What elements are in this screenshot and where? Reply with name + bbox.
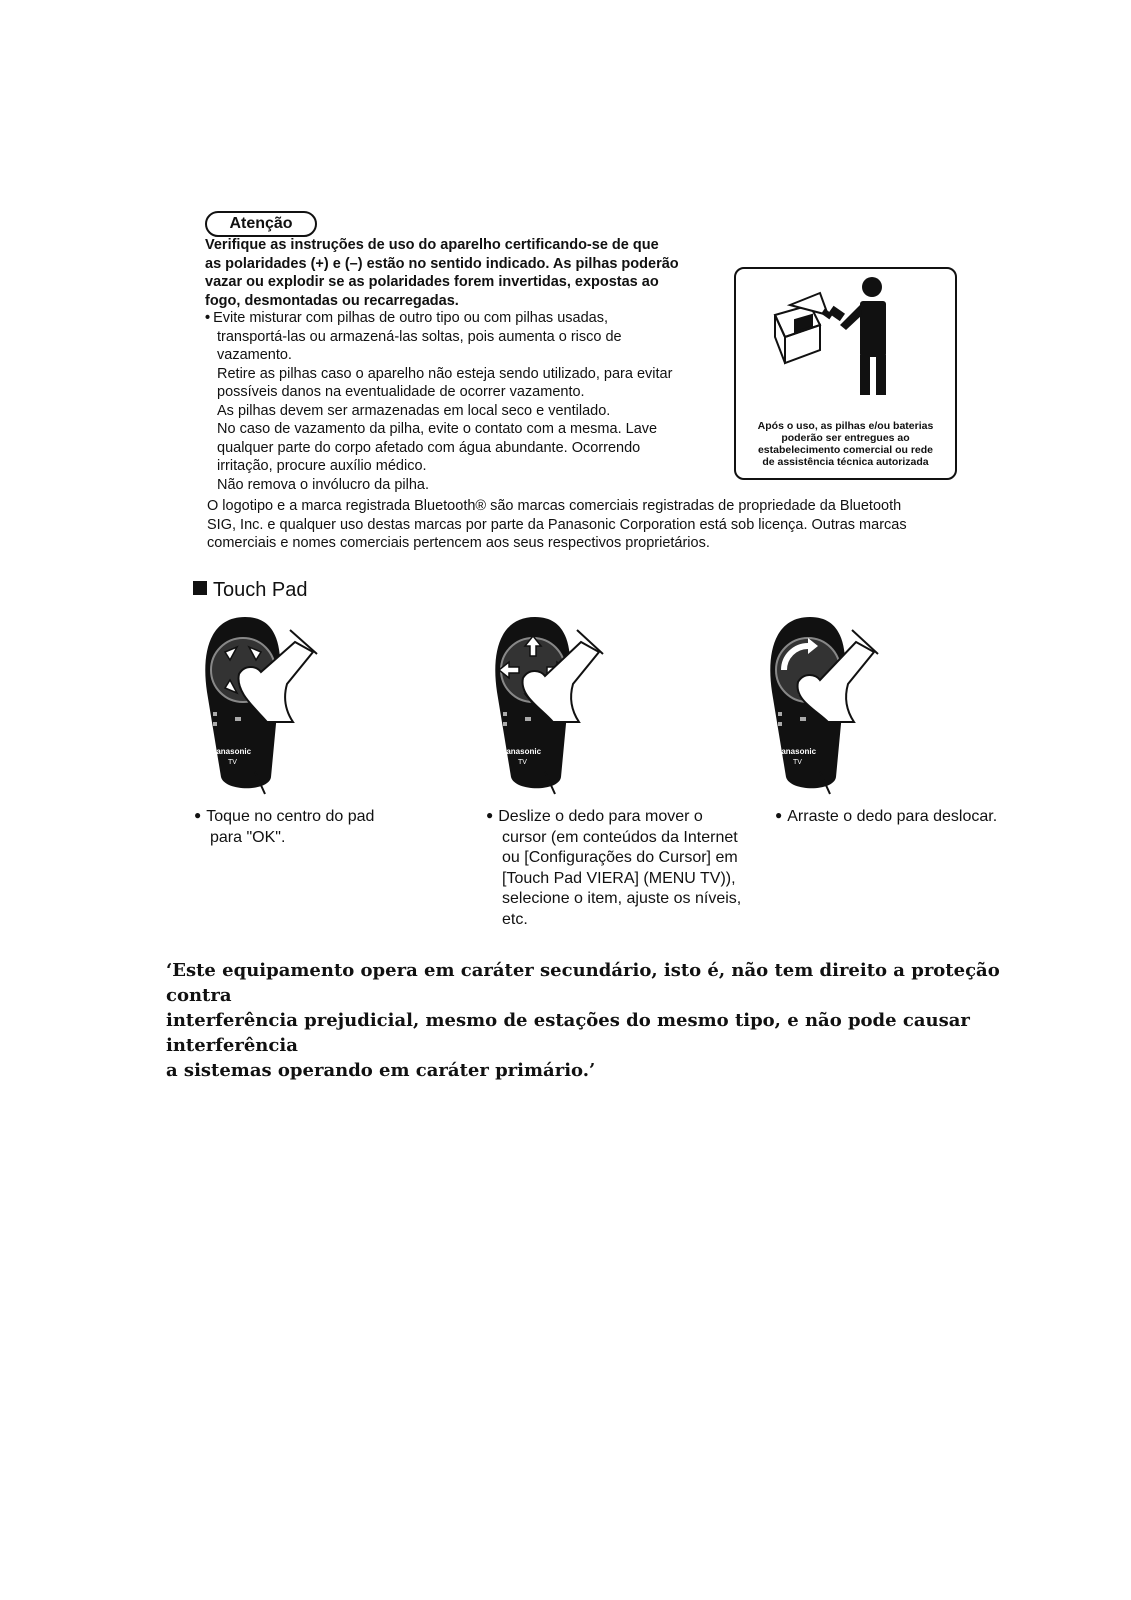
touch-pad-heading-text: Touch Pad [213, 579, 308, 601]
remote-brand-label: Panasonic [776, 747, 817, 756]
warning-body-line: As pilhas devem ser armazenadas em local seco e ventilado. [217, 402, 611, 419]
warning-line: as polaridades (+) e (–) estão no sentido indicado. As pilhas poderão [205, 255, 679, 272]
warning-body-line: No caso de vazamento da pilha, evite o contato com a mesma. Lave [217, 421, 658, 437]
caption-line [486, 805, 786, 828]
disposal-caption-line: Após o uso, as pilhas e/ou baterias [757, 420, 934, 432]
trademark-line: comerciais e nomes comerciais pertencem aos seus respectivos proprietários. [207, 535, 710, 551]
square-bullet-icon [193, 581, 207, 595]
warning-body-line: qualquer parte do corpo afetado com água abundante. Ocorrendo [217, 439, 641, 456]
warning-line: Verifique as instruções de uso do aparelho certificando-se de que [205, 237, 659, 253]
caption-line: ou [Configurações do Cursor] em [502, 849, 738, 866]
notice-line: a sistemas operando em caráter primário.’ [166, 1060, 596, 1081]
disposal-caption-line: de assistência técnica autorizada [762, 456, 929, 468]
remote-drag-illustration [760, 612, 900, 802]
attention-badge: Atenção [205, 211, 317, 237]
caption-line-text: Arraste o dedo para deslocar. [787, 808, 998, 825]
warning-body-line: Retire as pilhas caso o aparelho não esteja sendo utilizado, para evitar [217, 365, 673, 382]
touch-caption-slide [486, 805, 786, 930]
warning-body-line: possíveis danos na eventualidade de ocorrer vazamento. [217, 384, 585, 400]
trademark-notice [207, 497, 967, 553]
warning-line: vazar ou explodir se as polaridades forem invertidas, expostas ao [205, 274, 659, 290]
section-heading [193, 578, 308, 602]
warning-bold-text [205, 236, 725, 310]
disposal-caption [736, 420, 955, 468]
touch-caption-tap [194, 805, 454, 848]
caption-line [194, 805, 454, 828]
caption-line: para "OK". [210, 828, 286, 846]
anatel-notice [166, 958, 1046, 1083]
trademark-line: O logotipo e a marca registrada Bluetooth® são marcas comerciais registradas de propriedade da Bluetooth [207, 498, 902, 514]
battery-disposal-icon [770, 275, 950, 415]
caption-line: cursor (em conteúdos da Internet [502, 828, 738, 846]
remote-tap-illustration [195, 612, 335, 802]
remote-brand-label: Panasonic [211, 747, 252, 756]
caption-line [775, 805, 1075, 828]
warning-body-line [205, 309, 725, 328]
caption-line-text: Deslize o dedo para mover o [498, 808, 703, 825]
warning-body-line: vazamento. [217, 347, 292, 363]
disposal-caption-line: estabelecimento comercial ou rede [757, 444, 934, 456]
warning-body-line: irritação, procure auxílio médico. [217, 458, 427, 474]
person-icon [840, 277, 886, 395]
warning-body-line-text: Evite misturar com pilhas de outro tipo ou com pilhas usadas, [213, 310, 608, 326]
warning-body-line: transportá-las ou armazená-las soltas, pois aumenta o risco de [217, 328, 622, 345]
remote-slide-illustration [485, 612, 625, 802]
caption-line: selecione o item, ajuste os níveis, [502, 890, 742, 907]
collection-bin-icon [775, 293, 828, 363]
caption-line: [Touch Pad VIERA] (MENU TV)), [502, 869, 736, 887]
remote-tv-label: TV [228, 759, 237, 766]
notice-line: ‘Este equipamento opera em caráter secundário, isto é, não tem direito a proteção contra [166, 960, 1000, 1006]
trademark-line: SIG, Inc. e qualquer uso destas marcas por parte da Panasonic Corporation está sob licença. Outras marcas [207, 516, 907, 533]
caption-line-text: Toque no centro do pad [206, 808, 375, 825]
warning-body-line: Não remova o invólucro da pilha. [217, 476, 429, 493]
bullet-icon: ● [486, 808, 494, 822]
remote-tv-label: TV [518, 759, 527, 766]
warning-line: fogo, desmontadas ou recarregadas. [205, 292, 459, 309]
touch-caption-drag [775, 805, 1075, 828]
bullet-icon: ● [194, 808, 202, 822]
caption-line: etc. [502, 910, 528, 928]
bullet-icon: ● [775, 808, 783, 822]
warning-body-text [205, 309, 725, 494]
remote-tv-label: TV [793, 759, 802, 766]
disposal-caption-line: poderão ser entregues ao [781, 432, 910, 444]
remote-brand-label: Panasonic [501, 747, 542, 756]
notice-line: interferência prejudicial, mesmo de estações do mesmo tipo, e não pode causar interferência [166, 1010, 970, 1056]
